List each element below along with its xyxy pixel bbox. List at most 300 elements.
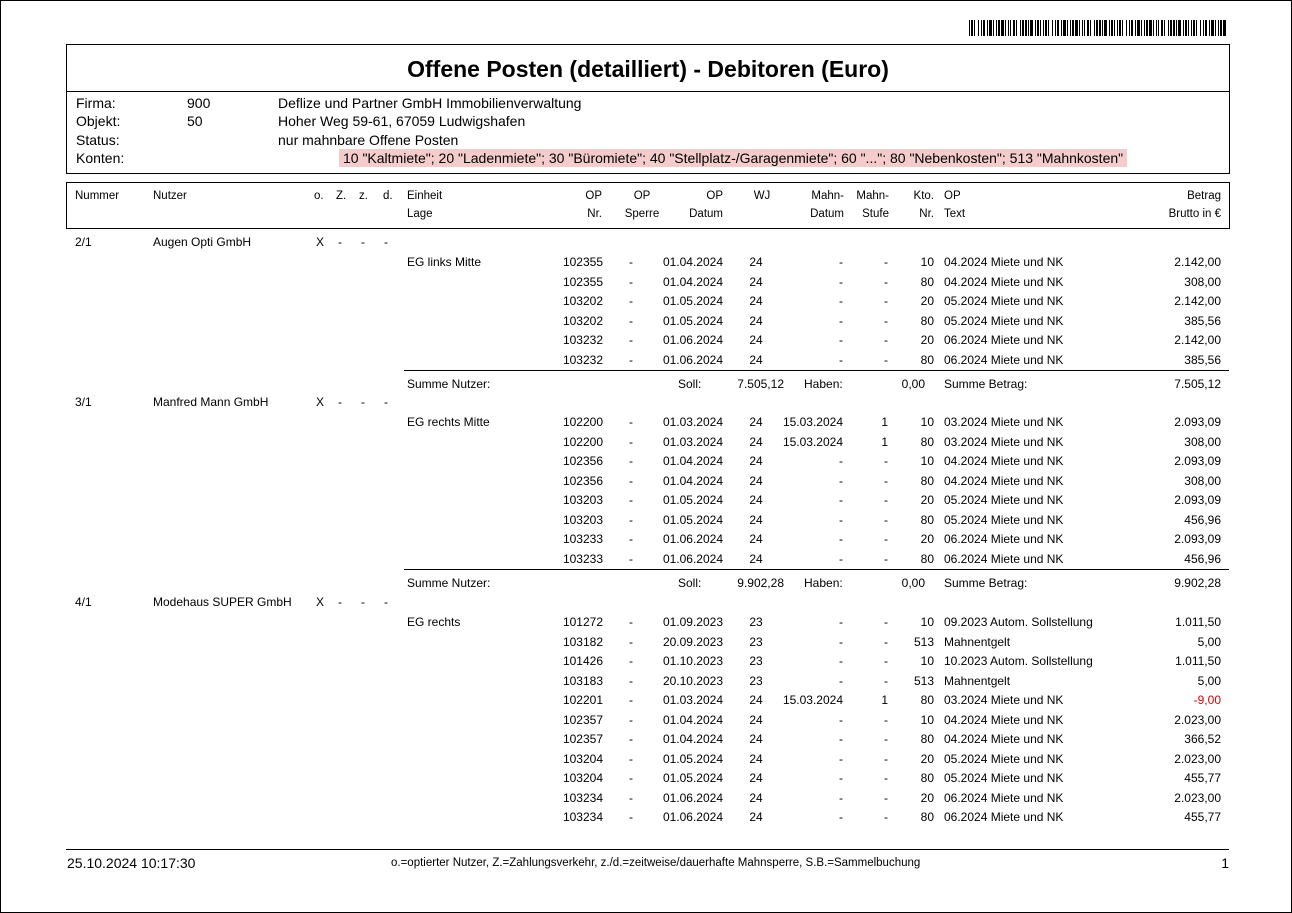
op-nr: 103233 — [562, 532, 603, 546]
op-text: 04.2024 Miete und NK — [944, 712, 1064, 727]
mahn-datum: - — [839, 512, 843, 527]
op-sperre: - — [629, 771, 633, 785]
flag-z: - — [338, 395, 342, 409]
flag-z2: - — [361, 595, 365, 609]
op-nr: 103202 — [562, 294, 603, 308]
op-text: 05.2024 Miete und NK — [944, 512, 1064, 527]
op-sperre: - — [629, 634, 633, 649]
status-label: Status: — [76, 132, 120, 148]
col-wj: WJ — [753, 190, 771, 202]
barcode — [969, 20, 1227, 36]
op-datum: 01.04.2024 — [662, 255, 723, 269]
op-sperre: - — [629, 673, 633, 688]
mahn-datum: - — [839, 255, 843, 269]
mahn-stufe: - — [884, 333, 888, 347]
mahn-stufe: - — [884, 493, 888, 507]
kto-nr: 80 — [920, 512, 934, 527]
col-mahn2: Mahn- — [856, 190, 889, 202]
mahn-datum: - — [839, 551, 843, 566]
col-lage: Lage — [407, 208, 433, 220]
mahn-stufe: - — [884, 790, 888, 805]
betrag: 2.093,09 — [1174, 415, 1221, 429]
op-datum: 01.05.2024 — [662, 771, 723, 785]
col-nutzer: Nutzer — [153, 190, 187, 202]
op-text: 10.2023 Autom. Sollstellung — [944, 654, 1093, 668]
op-sperre: - — [629, 313, 633, 328]
kto-nr: 80 — [920, 810, 934, 824]
report-title: Offene Posten (detailliert) - Debitoren (Euro) — [407, 56, 889, 82]
op-datum: 01.05.2024 — [662, 493, 723, 507]
op-nr: 102200 — [562, 434, 603, 449]
betrag: 308,00 — [1184, 274, 1221, 289]
haben-label: Haben: — [804, 377, 843, 391]
mahn-stufe: - — [884, 654, 888, 668]
op-datum: 01.03.2024 — [662, 415, 723, 429]
mahn-stufe: - — [884, 473, 888, 488]
op-text: 03.2024 Miete und NK — [944, 693, 1064, 707]
haben-label: Haben: — [804, 576, 843, 590]
summe-label: Summe Nutzer: — [407, 377, 491, 391]
flag-z: - — [338, 595, 342, 609]
mahn-datum: - — [839, 615, 843, 629]
op-nr: 103182 — [562, 634, 603, 649]
mahn-stufe: - — [884, 771, 888, 785]
summe-betrag-value: 9.902,28 — [1174, 576, 1221, 590]
mahn-datum: - — [839, 333, 843, 347]
op-text: 04.2024 Miete und NK — [944, 732, 1064, 746]
op-text: 06.2024 Miete und NK — [944, 352, 1064, 367]
col-op-text: Text — [944, 208, 966, 220]
flag-d: - — [384, 235, 388, 249]
op-sperre: - — [629, 751, 633, 766]
col-einheit: Einheit — [407, 190, 443, 202]
summe-separator — [404, 569, 1229, 570]
op-nr: 103234 — [562, 790, 603, 805]
col-op-datum: Datum — [689, 208, 723, 220]
betrag: 455,77 — [1184, 810, 1221, 824]
op-text: Mahnentgelt — [944, 634, 1011, 649]
mahn-datum: - — [839, 493, 843, 507]
col-z: Z. — [336, 190, 347, 202]
mahn-datum: 15.03.2024 — [782, 434, 843, 449]
op-datum: 20.10.2023 — [662, 673, 723, 688]
mahn-stufe: 1 — [881, 415, 888, 429]
op-wj: 24 — [749, 473, 763, 488]
op-nr: 102357 — [562, 732, 603, 746]
op-nr: 102201 — [562, 693, 603, 707]
op-text: 05.2024 Miete und NK — [944, 294, 1064, 308]
op-datum: 01.05.2024 — [662, 512, 723, 527]
op-sperre: - — [629, 274, 633, 289]
col-mahn1: Mahn- — [811, 190, 844, 202]
objekt-nr: 50 — [187, 113, 203, 129]
summe-betrag-label: Summe Betrag: — [944, 377, 1028, 391]
op-sperre: - — [629, 693, 633, 707]
kto-nr: 80 — [920, 732, 934, 746]
nutzer-nummer: 3/1 — [75, 395, 92, 409]
op-wj: 24 — [749, 454, 763, 468]
kto-nr: 80 — [920, 274, 934, 289]
betrag: 2.093,09 — [1174, 454, 1221, 468]
op-text: 06.2024 Miete und NK — [944, 551, 1064, 566]
mahn-stufe: - — [884, 313, 888, 328]
mahn-datum: - — [839, 294, 843, 308]
kto-nr: 80 — [920, 434, 934, 449]
op-datum: 20.09.2023 — [662, 634, 723, 649]
flag-z: - — [338, 235, 342, 249]
soll-value: 7.505,12 — [737, 377, 784, 391]
flag-d: - — [384, 395, 388, 409]
op-wj: 24 — [749, 551, 763, 566]
mahn-stufe: 1 — [881, 434, 888, 449]
flag-z2: - — [361, 395, 365, 409]
op-wj: 24 — [749, 751, 763, 766]
kto-nr: 10 — [920, 415, 934, 429]
summe-label: Summe Nutzer: — [407, 576, 491, 590]
op-nr: 103232 — [562, 352, 603, 367]
kto-nr: 80 — [920, 771, 934, 785]
betrag: 5,00 — [1197, 673, 1221, 688]
op-wj: 24 — [749, 434, 763, 449]
flag-z2: - — [361, 235, 365, 249]
betrag: 2.023,00 — [1174, 712, 1221, 727]
op-datum: 01.04.2024 — [662, 473, 723, 488]
op-text: 06.2024 Miete und NK — [944, 810, 1064, 824]
op-nr: 103234 — [562, 810, 603, 824]
mahn-stufe: - — [884, 634, 888, 649]
mahn-stufe: - — [884, 551, 888, 566]
mahn-datum: - — [839, 352, 843, 367]
op-datum: 01.06.2024 — [662, 551, 723, 566]
betrag: 385,56 — [1184, 313, 1221, 328]
footer-page: 1 — [1221, 855, 1229, 871]
op-wj: 24 — [749, 790, 763, 805]
col-kto-nr: Nr. — [919, 208, 934, 220]
col-kto: Kto. — [913, 190, 934, 202]
mahn-datum: - — [839, 673, 843, 688]
op-nr: 103204 — [562, 751, 603, 766]
op-nr: 103232 — [562, 333, 603, 347]
mahn-stufe: - — [884, 512, 888, 527]
betrag: 2.093,09 — [1174, 493, 1221, 507]
op-sperre: - — [629, 493, 633, 507]
column-header — [66, 182, 1230, 229]
op-text: 04.2024 Miete und NK — [944, 274, 1064, 289]
mahn-datum: - — [839, 454, 843, 468]
op-nr: 102356 — [562, 473, 603, 488]
betrag: 1.011,50 — [1175, 615, 1221, 629]
betrag: 2.093,09 — [1174, 532, 1221, 546]
op-datum: 01.05.2024 — [662, 751, 723, 766]
op-datum: 01.03.2024 — [662, 434, 723, 449]
mahn-stufe: - — [884, 274, 888, 289]
op-datum: 01.06.2024 — [662, 532, 723, 546]
betrag: 2.023,00 — [1174, 790, 1221, 805]
mahn-stufe: 1 — [881, 693, 888, 707]
op-wj: 23 — [749, 615, 763, 629]
op-text: 06.2024 Miete und NK — [944, 333, 1064, 347]
op-nr: 102355 — [562, 255, 603, 269]
mahn-datum: - — [839, 634, 843, 649]
op-wj: 24 — [749, 810, 763, 824]
mahn-stufe: - — [884, 751, 888, 766]
betrag: 308,00 — [1184, 434, 1221, 449]
col-op-nr: Nr. — [587, 208, 602, 220]
summe-betrag-value: 7.505,12 — [1174, 377, 1221, 391]
op-datum: 01.05.2024 — [662, 294, 723, 308]
op-sperre: - — [629, 454, 633, 468]
mahn-datum: - — [839, 274, 843, 289]
col-o: o. — [314, 190, 324, 202]
betrag: 455,77 — [1184, 771, 1221, 785]
betrag: 456,96 — [1184, 512, 1221, 527]
col-betrag: Betrag — [1187, 190, 1221, 202]
op-datum: 01.06.2024 — [662, 810, 723, 824]
op-wj: 24 — [749, 532, 763, 546]
footer-timestamp: 25.10.2024 10:17:30 — [67, 855, 196, 871]
firma-nr: 900 — [187, 95, 211, 111]
op-wj: 24 — [749, 255, 763, 269]
op-nr: 101272 — [562, 615, 603, 629]
op-datum: 01.06.2024 — [662, 790, 723, 805]
op-sperre: - — [629, 532, 633, 546]
info-box — [66, 90, 1230, 174]
mahn-stufe: - — [884, 732, 888, 746]
einheit-label: EG links Mitte — [407, 255, 482, 269]
mahn-stufe: - — [884, 673, 888, 688]
op-nr: 103203 — [562, 493, 603, 507]
op-sperre: - — [629, 434, 633, 449]
col-op-sperre: Sperre — [624, 208, 660, 220]
betrag: 5,00 — [1197, 634, 1221, 649]
konten-label: Konten: — [76, 150, 125, 166]
betrag: 1.011,50 — [1175, 654, 1221, 668]
mahn-stufe: - — [884, 532, 888, 546]
haben-value: 0,00 — [901, 377, 925, 391]
op-nr: 102200 — [562, 415, 603, 429]
op-datum: 01.09.2023 — [662, 615, 723, 629]
einheit-label: EG rechts Mitte — [407, 415, 490, 429]
op-sperre: - — [629, 712, 633, 727]
op-nr: 103233 — [562, 551, 603, 566]
op-text: 04.2024 Miete und NK — [944, 454, 1064, 468]
soll-label: Soll: — [678, 576, 702, 590]
mahn-datum: - — [839, 313, 843, 328]
mahn-stufe: - — [884, 352, 888, 367]
op-text: 05.2024 Miete und NK — [944, 493, 1064, 507]
mahn-stufe: - — [884, 712, 888, 727]
flag-o: X — [316, 595, 325, 609]
op-sperre: - — [629, 294, 633, 308]
op-nr: 103203 — [562, 512, 603, 527]
op-nr: 102355 — [562, 274, 603, 289]
flag-o: X — [316, 235, 325, 249]
kto-nr: 10 — [920, 615, 934, 629]
betrag: 308,00 — [1184, 473, 1221, 488]
op-sperre: - — [629, 654, 633, 668]
objekt-address: Hoher Weg 59-61, 67059 Ludwigshafen — [278, 113, 526, 129]
mahn-stufe: - — [884, 810, 888, 824]
op-wj: 24 — [749, 415, 763, 429]
op-nr: 102356 — [562, 454, 603, 468]
op-text: 04.2024 Miete und NK — [944, 473, 1064, 488]
kto-nr: 80 — [920, 693, 934, 707]
mahn-datum: - — [839, 732, 843, 746]
op-text: 04.2024 Miete und NK — [944, 255, 1064, 269]
op-datum: 01.05.2024 — [662, 313, 723, 328]
mahn-datum: - — [839, 654, 843, 668]
kto-nr: 10 — [920, 654, 934, 668]
op-nr: 103202 — [562, 313, 603, 328]
op-datum: 01.04.2024 — [662, 454, 723, 468]
op-wj: 24 — [749, 274, 763, 289]
mahn-stufe: - — [884, 255, 888, 269]
op-wj: 24 — [749, 313, 763, 328]
op-datum: 01.06.2024 — [662, 333, 723, 347]
kto-nr: 513 — [913, 673, 934, 688]
op-text: 06.2024 Miete und NK — [944, 532, 1064, 546]
op-text: 05.2024 Miete und NK — [944, 313, 1064, 328]
col-brutto: Brutto in € — [1168, 208, 1221, 220]
op-datum: 01.04.2024 — [662, 732, 723, 746]
op-datum: 01.06.2024 — [662, 352, 723, 367]
op-text: Mahnentgelt — [944, 673, 1011, 688]
op-nr: 103204 — [562, 771, 603, 785]
flag-d: - — [384, 595, 388, 609]
mahn-datum: - — [839, 751, 843, 766]
betrag: 2.142,00 — [1174, 333, 1221, 347]
op-text: 09.2023 Autom. Sollstellung — [944, 615, 1093, 629]
betrag: 366,52 — [1184, 732, 1221, 746]
mahn-datum: - — [839, 771, 843, 785]
nutzer-name: Manfred Mann GmbH — [153, 395, 269, 409]
status-value: nur mahnbare Offene Posten — [278, 132, 459, 148]
kto-nr: 80 — [920, 551, 934, 566]
op-wj: 24 — [749, 493, 763, 507]
op-wj: 24 — [749, 693, 763, 707]
col-z2: z. — [359, 190, 368, 202]
summe-separator — [404, 370, 1229, 371]
soll-label: Soll: — [678, 377, 702, 391]
kto-nr: 10 — [920, 255, 934, 269]
kto-nr: 10 — [920, 454, 934, 468]
op-text: 03.2024 Miete und NK — [944, 415, 1064, 429]
kto-nr: 513 — [913, 634, 934, 649]
betrag: 2.142,00 — [1174, 294, 1221, 308]
op-wj: 24 — [749, 732, 763, 746]
betrag: 385,56 — [1184, 352, 1221, 367]
op-wj: 23 — [749, 654, 763, 668]
col-d: d. — [383, 190, 393, 202]
op-datum: 01.03.2024 — [662, 693, 723, 707]
op-datum: 01.04.2024 — [662, 274, 723, 289]
mahn-datum: 15.03.2024 — [782, 693, 843, 707]
col-mahn-datum: Datum — [810, 208, 844, 220]
kto-nr: 20 — [920, 751, 934, 766]
mahn-stufe: - — [884, 454, 888, 468]
op-text: 05.2024 Miete und NK — [944, 751, 1064, 766]
objekt-label: Objekt: — [76, 113, 121, 129]
mahn-datum: - — [839, 532, 843, 546]
col-op1: OP — [585, 190, 602, 202]
op-sperre: - — [629, 473, 633, 488]
kto-nr: 20 — [920, 493, 934, 507]
op-sperre: - — [629, 415, 633, 429]
op-sperre: - — [629, 790, 633, 805]
mahn-datum: - — [839, 473, 843, 488]
op-wj: 24 — [749, 771, 763, 785]
op-text: 05.2024 Miete und NK — [944, 771, 1064, 785]
betrag: 2.142,00 — [1174, 255, 1221, 269]
einheit-label: EG rechts — [407, 615, 461, 629]
kto-nr: 20 — [920, 790, 934, 805]
betrag: 456,96 — [1184, 551, 1221, 566]
op-sperre: - — [629, 512, 633, 527]
op-sperre: - — [629, 255, 633, 269]
kto-nr: 20 — [920, 532, 934, 546]
op-sperre: - — [629, 810, 633, 824]
kto-nr: 20 — [920, 333, 934, 347]
col-op2: OP — [633, 190, 651, 202]
op-sperre: - — [629, 615, 633, 629]
betrag: 2.023,00 — [1174, 751, 1221, 766]
mahn-stufe: - — [884, 615, 888, 629]
op-sperre: - — [629, 732, 633, 746]
nutzer-name: Augen Opti GmbH — [153, 235, 252, 249]
op-sperre: - — [629, 551, 633, 566]
title-box — [66, 44, 1230, 92]
op-wj: 23 — [749, 634, 763, 649]
kto-nr: 80 — [920, 313, 934, 328]
kto-nr: 10 — [920, 712, 934, 727]
mahn-datum: 15.03.2024 — [782, 415, 843, 429]
col-op3: OP — [706, 190, 723, 202]
col-op4: OP — [944, 190, 961, 202]
firma-label: Firma: — [76, 95, 116, 111]
footer-line — [66, 849, 1229, 850]
mahn-datum: - — [839, 790, 843, 805]
op-wj: 24 — [749, 333, 763, 347]
op-datum: 01.04.2024 — [662, 712, 723, 727]
op-nr: 102357 — [562, 712, 603, 727]
nutzer-name: Modehaus SUPER GmbH — [153, 595, 292, 609]
nutzer-nummer: 4/1 — [75, 595, 92, 609]
op-wj: 24 — [749, 712, 763, 727]
op-text: 03.2024 Miete und NK — [944, 434, 1064, 449]
firma-name: Deflize und Partner GmbH Immobilienverwaltung — [278, 95, 582, 111]
op-text: 06.2024 Miete und NK — [944, 790, 1064, 805]
op-nr: 101426 — [562, 654, 603, 668]
op-nr: 103183 — [562, 673, 603, 688]
betrag: -9,00 — [1193, 693, 1221, 707]
mahn-datum: - — [839, 712, 843, 727]
kto-nr: 80 — [920, 352, 934, 367]
op-sperre: - — [629, 333, 633, 347]
op-wj: 23 — [749, 673, 763, 688]
op-sperre: - — [629, 352, 633, 367]
op-datum: 01.10.2023 — [662, 654, 723, 668]
op-wj: 24 — [749, 512, 763, 527]
nutzer-nummer: 2/1 — [75, 235, 92, 249]
summe-betrag-label: Summe Betrag: — [944, 576, 1028, 590]
col-mahn-stufe: Stufe — [862, 208, 889, 220]
mahn-datum: - — [839, 810, 843, 824]
konten-value: 10 "Kaltmiete"; 20 "Ladenmiete"; 30 "Büromiete"; 40 "Stellplatz-/Garagenmiete"; 60 "..."; 80 "Nebenkosten"; 513 "Mahnkosten" — [339, 149, 1127, 167]
haben-value: 0,00 — [901, 576, 925, 590]
col-nummer: Nummer — [75, 190, 120, 202]
kto-nr: 20 — [920, 294, 934, 308]
soll-value: 9.902,28 — [737, 576, 784, 590]
